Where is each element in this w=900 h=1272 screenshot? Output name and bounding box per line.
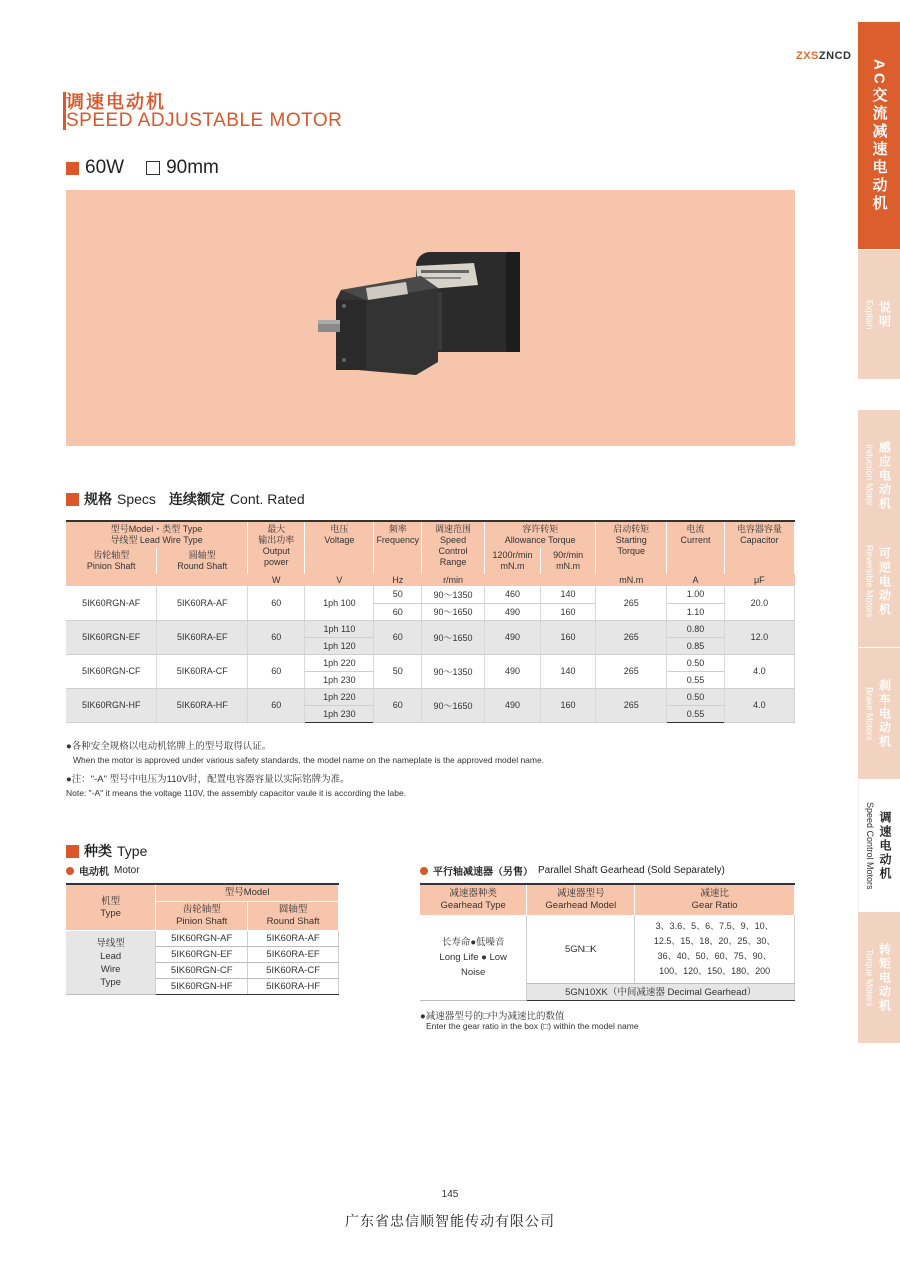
tab-label: 可逆电动机 — [877, 546, 892, 617]
cell-current: 0.55 — [667, 671, 724, 688]
company-name: 广东省忠信顺智能传动有限公司 — [345, 1213, 555, 1229]
unit-uf: μF — [724, 574, 794, 586]
tab-label-en: Reversible Motors — [864, 545, 875, 618]
cell-pinion: 5IK60RGN-CF — [156, 963, 248, 979]
header-current: 电流 Current — [667, 521, 724, 574]
cell-round: 5IK60RA-HF — [248, 979, 339, 995]
cell-pinion: 5IK60RGN-EF — [66, 620, 157, 654]
cell-current: 1.10 — [667, 603, 724, 620]
cell-lead-wire-type: 导线型 Lead Wire Type — [66, 931, 156, 995]
cell-start-torque: 265 — [596, 654, 667, 688]
cont-rated-en: Cont. Rated — [229, 491, 305, 507]
cell-frequency: 50 — [374, 586, 422, 603]
motor-subheading — [66, 863, 140, 878]
cell-start-torque: 265 — [596, 586, 667, 620]
filled-square-icon — [66, 845, 79, 858]
cell-capacitor: 4.0 — [724, 688, 794, 722]
tab-label: 说明 — [877, 300, 892, 329]
cell-current: 1.00 — [667, 586, 724, 603]
unit-v: V — [305, 574, 374, 586]
filled-square-icon — [66, 162, 79, 175]
cell-speed: 90～1650 — [421, 603, 484, 620]
header-torque-1200: 1200r/min mN.m — [485, 548, 541, 574]
cell-torque-90: 140 — [540, 586, 595, 603]
cell-torque-1200: 490 — [485, 688, 541, 722]
type-heading — [66, 841, 147, 861]
header-pinion-zh: 齿轮轴型 — [93, 550, 130, 560]
frame-size: 90mm — [166, 157, 219, 178]
cell-capacitor: 20.0 — [724, 586, 794, 620]
page-title-zh: 调速电动机 — [66, 92, 166, 112]
cell-speed: 90～1650 — [421, 688, 484, 722]
header-output: 最大 输出功率 Output power — [248, 521, 305, 574]
product-photo — [66, 190, 795, 446]
cell-speed: 90～1650 — [421, 620, 484, 654]
cell-torque-1200: 490 — [485, 654, 541, 688]
header-pinion-en: Pinion Shaft — [86, 561, 136, 571]
cell-round: 5IK60RA-EF — [248, 947, 339, 963]
cell-voltage: 1ph 230 — [305, 671, 374, 688]
tab-label: 感应电动机 — [877, 440, 892, 511]
cell-pinion: 5IK60RGN-AF — [156, 931, 248, 947]
tab-torque-motors[interactable] — [858, 912, 900, 1044]
header-round — [157, 548, 248, 574]
header-round: 圆轴型 Round Shaft — [248, 902, 339, 931]
unit-hz: Hz — [374, 574, 422, 586]
cell-voltage: 1ph 220 — [305, 654, 374, 671]
tab-label-en: Brake Motors — [864, 686, 875, 741]
cell-pinion: 5IK60RGN-CF — [66, 654, 157, 688]
table-row — [66, 688, 795, 705]
motor-type-table — [66, 883, 339, 995]
header-model: 型号Model — [156, 884, 339, 902]
header-round-zh: 圆轴型 — [188, 550, 216, 560]
gearhead-table — [420, 883, 795, 1001]
note-safety-zh: ●各种安全规格以电动机铭牌上的型号取得认证。 — [66, 741, 272, 752]
cont-rated-zh: 连续额定 — [168, 491, 225, 507]
table-row — [66, 931, 339, 947]
cell-round: 5IK60RA-AF — [157, 586, 248, 620]
specs-title-zh: 规格 — [84, 491, 112, 507]
bullet-icon — [66, 867, 74, 875]
cell-gear-model: 5GN□K — [527, 915, 635, 984]
cell-pinion: 5IK60RGN-HF — [156, 979, 248, 995]
gear-sub-en: Parallel Shaft Gearhead (Sold Separately) — [538, 865, 725, 876]
bullet-icon — [420, 867, 428, 875]
tab-label: AC交流减速电动机 — [870, 58, 888, 213]
header-round-en: Round Shaft — [177, 561, 228, 571]
cell-power: 60 — [248, 688, 305, 722]
header-gear-ratio: 减速比 Gear Ratio — [635, 884, 795, 915]
unit-rmin: r/min — [421, 574, 484, 586]
cell-voltage: 1ph 110 — [305, 620, 374, 637]
cell-voltage: 1ph 120 — [305, 637, 374, 654]
cell-start-torque: 265 — [596, 688, 667, 722]
filled-square-icon — [66, 493, 79, 506]
header-frequency: 频率 Frequency — [374, 521, 422, 574]
header-type: 机型 Type — [66, 884, 156, 931]
tab-label-en: Induction Motor — [864, 444, 875, 507]
unit-a: A — [667, 574, 724, 586]
cell-frequency: 60 — [374, 688, 422, 722]
header-pinion — [66, 548, 157, 574]
table-row — [66, 620, 795, 637]
header-voltage: 电压 Voltage — [305, 521, 374, 574]
note-safety-en: When the motor is approved under various safety standards, the model name on the nameplate is the approved model name. — [73, 755, 545, 765]
page-number: 145 — [441, 1189, 459, 1200]
gear-motor-illustration — [66, 190, 795, 446]
cell-speed: 90～1350 — [421, 654, 484, 688]
gear-note-en: Enter the gear ratio in the box (□) within the model name — [426, 1021, 639, 1031]
header-gear-model: 减速器型号 Gearhead Model — [527, 884, 635, 915]
logo-prefix: ZXS — [796, 50, 819, 62]
cell-current: 0.80 — [667, 620, 724, 637]
tab-brake-motors[interactable] — [858, 648, 900, 780]
gear-note-zh: ●减速器型号的□中为减速比的数值 — [420, 1011, 565, 1022]
tab-label: 调速电动机 — [878, 810, 892, 881]
square-outline-icon — [146, 161, 160, 175]
header-pinion: 齿轮轴型 Pinion Shaft — [156, 902, 248, 931]
header-model — [66, 521, 248, 548]
cell-power: 60 — [248, 586, 305, 620]
cell-gear-type: 长寿命●低噪音 Long Life ● Low Noise — [420, 915, 527, 1001]
cell-torque-90: 140 — [540, 654, 595, 688]
cell-current: 0.55 — [667, 705, 724, 722]
logo-suffix: ZNCD — [818, 50, 852, 62]
page-title-en: SPEED ADJUSTABLE MOTOR — [66, 110, 343, 131]
header-allowance-torque: 容许转矩 Allowance Torque — [485, 521, 596, 548]
tab-reversible-motors[interactable] — [858, 516, 900, 648]
specs-title-en: Specs — [117, 491, 156, 507]
header-model-text: 型号Model・类型 Type — [110, 524, 203, 534]
tab-speed-control-motors[interactable] — [858, 780, 900, 912]
power-rating: 60W — [85, 157, 125, 178]
tab-explain[interactable] — [858, 250, 900, 380]
cell-frequency: 50 — [374, 654, 422, 688]
specs-heading — [66, 489, 305, 509]
cell-current: 0.50 — [667, 688, 724, 705]
cell-round: 5IK60RA-EF — [157, 620, 248, 654]
cell-torque-1200: 460 — [485, 586, 541, 603]
tab-label: 刹车电动机 — [877, 678, 892, 749]
table-row — [66, 586, 795, 603]
cell-speed: 90～1350 — [421, 586, 484, 603]
note-voltage-en: Note: "-A" it means the voltage 110V, the assembly capacitor vaule it is according the labe. — [66, 788, 407, 798]
table-row — [420, 915, 795, 984]
cell-torque-90: 160 — [540, 620, 595, 654]
brand-logo — [796, 50, 851, 62]
motor-sub-en: Motor — [114, 865, 140, 876]
power-frame-line — [66, 157, 219, 179]
type-title-en: Type — [117, 843, 148, 859]
header-torque-90: 90r/min mN.m — [540, 548, 595, 574]
cell-torque-1200: 490 — [485, 620, 541, 654]
note-voltage-zh: ●注："-A" 型号中电压为110V时，配置电容器容量以实际铭牌为准。 — [66, 774, 350, 785]
cell-voltage: 1ph 100 — [305, 586, 374, 620]
cell-torque-1200: 490 — [485, 603, 541, 620]
cell-round: 5IK60RA-CF — [157, 654, 248, 688]
tab-label: 转矩电动机 — [877, 942, 892, 1013]
cell-frequency: 60 — [374, 603, 422, 620]
cell-current: 0.50 — [667, 654, 724, 671]
cell-power: 60 — [248, 620, 305, 654]
cell-torque-90: 160 — [540, 603, 595, 620]
header-leadwire-text: 导线型 Lead Wire Type — [110, 535, 203, 545]
cell-gear-ratio: 3、3.6、5、6、7.5、9、10、 12.5、15、18、20、25、30、 36、40、50、60、75、90、 100、120、150、180、200 — [635, 915, 795, 984]
gearhead-subheading — [420, 863, 725, 878]
cell-voltage: 1ph 220 — [305, 688, 374, 705]
cell-round: 5IK60RA-CF — [248, 963, 339, 979]
motor-sub-zh: 电动机 — [79, 867, 109, 878]
header-gear-type: 减速器种类 Gearhead Type — [420, 884, 527, 915]
cell-current: 0.85 — [667, 637, 724, 654]
cell-torque-90: 160 — [540, 688, 595, 722]
table-row — [66, 654, 795, 671]
type-title-zh: 种类 — [84, 843, 112, 859]
cell-round: 5IK60RA-HF — [157, 688, 248, 722]
cell-capacitor: 12.0 — [724, 620, 794, 654]
tab-label-en: Explain — [864, 299, 875, 330]
header-speed-range: 调速范围 Speed Control Range — [421, 521, 484, 574]
tab-label-en: Speed Control Motors — [865, 801, 875, 890]
cell-frequency: 60 — [374, 620, 422, 654]
cell-voltage: 1ph 230 — [305, 705, 374, 722]
cell-capacitor: 4.0 — [724, 654, 794, 688]
cell-pinion: 5IK60RGN-HF — [66, 688, 157, 722]
cell-round: 5IK60RA-AF — [248, 931, 339, 947]
unit-mnm: mN.m — [596, 574, 667, 586]
header-capacitor: 电容器容量 Capacitor — [724, 521, 794, 574]
gear-sub-zh: 平行轴减速器（另售） — [433, 867, 533, 878]
tab-ac-gear-motor[interactable] — [858, 22, 900, 250]
spec-table — [66, 520, 795, 723]
cell-pinion: 5IK60RGN-AF — [66, 586, 157, 620]
tab-label-en: Torque Motors — [864, 948, 875, 1007]
cell-power: 60 — [248, 654, 305, 688]
cell-decimal-gearhead: 5GN10XK（中间减速器 Decimal Gearhead） — [527, 984, 795, 1001]
cell-start-torque: 265 — [596, 620, 667, 654]
header-starting-torque: 启动转矩 Starting Torque — [596, 521, 667, 574]
unit-w: W — [248, 574, 305, 586]
cell-pinion: 5IK60RGN-EF — [156, 947, 248, 963]
